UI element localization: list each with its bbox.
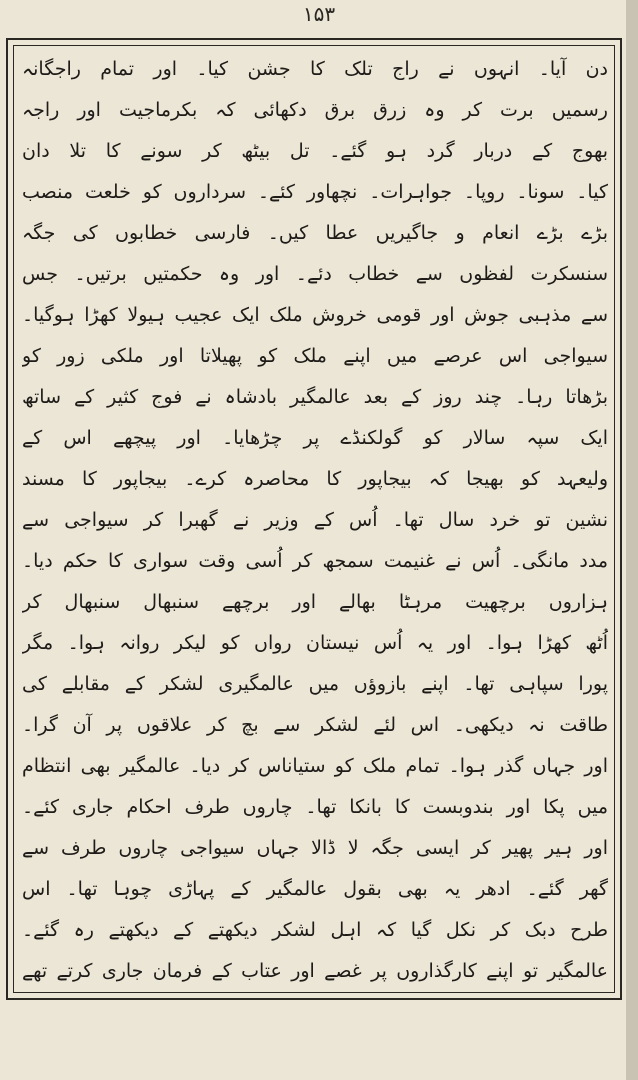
text-line: ایک سپہ سالار کو گولکنڈے پر چڑھایا۔ اور پیچھے اس کے bbox=[22, 427, 608, 449]
text-line: کیا۔ سونا۔ روپا۔ جواہرات۔ نچھاور کئے۔ سرداروں کو خلعت منصب bbox=[22, 181, 608, 203]
page-number: ۱۵۳ bbox=[302, 2, 336, 26]
text-line: مدد مانگی۔ اُس نے غنیمت سمجھ کر اُسی وقت سواری کا حکم دیا۔ bbox=[22, 550, 608, 572]
text-line: طرح دبک کر نکل گیا کہ اہل لشکر دیکھتے کے دیکھتے رہ گئے۔ bbox=[22, 919, 608, 941]
text-line: دن آیا۔ انہوں نے راج تلک کا جشن کیا۔ اور تمام راجگانہ bbox=[22, 58, 608, 80]
text-line: پورا سپاہی تھا۔ اپنے بازوؤں میں عالمگیری لشکر کے مقابلے کی bbox=[22, 673, 608, 695]
text-line: اور جہاں گذر ہوا۔ تمام ملک کو ستیاناس کر دیا۔ عالمگیر بھی انتظام bbox=[22, 755, 608, 777]
text-line: اُٹھ کھڑا ہوا۔ اور یہ اُس نیستان رواں کو لیکر روانہ ہوا۔ مگر bbox=[22, 632, 608, 654]
text-line: بھوج کے دربار گرد ہو گئے۔ تل بیٹھ کر سونے کا تلا دان bbox=[22, 140, 608, 162]
text-line: ہزاروں برچھیت مرہٹا بھالے اور برچھے سنبھال سنبھال کر bbox=[22, 591, 608, 613]
text-line: گھر گئے۔ ادھر یہ بھی بقول عالمگیر کے پہاڑی چوہا تھا۔ اس bbox=[22, 878, 608, 900]
page-edge-shadow bbox=[626, 0, 638, 1080]
text-line: رسمیں برت کر وہ زرق برق دکھائی کہ بکرماجیت اور راجہ bbox=[22, 99, 608, 121]
text-line: نشین تو خرد سال تھا۔ اُس کے وزیر نے گھبرا کر سیواجی سے bbox=[22, 509, 608, 531]
text-line: سے مذہبی جوش اور قومی خروش ملک ایک عجیب ہیولا کھڑا ہوگیا۔ bbox=[22, 304, 608, 326]
text-line: اور ہیر پھیر کر ایسی جگہ لا ڈالا جہاں سیواجی چاروں طرف سے bbox=[22, 837, 608, 859]
text-line: ولیعہد کو بھیجا کہ بیجاپور کا محاصرہ کرے۔ بیجاپور کا مسند bbox=[22, 468, 608, 490]
urdu-body-text bbox=[22, 52, 608, 988]
text-line: بڑے بڑے انعام و جاگیریں عطا کیں۔ فارسی خطابوں کی جگہ bbox=[22, 222, 608, 244]
text-line: عالمگیر تو اپنے کارگذاروں پر غصے اور عتاب کے فرمان جاری کرتے تھے bbox=[22, 960, 608, 982]
text-line: سنسکرت لفظوں سے خطاب دئے۔ اور وہ حکمتیں برتیں۔ جس bbox=[22, 263, 608, 285]
text-line: سیواجی اس عرصے میں اپنے ملک کو پھیلاتا اور ملکی زور کو bbox=[22, 345, 608, 367]
text-line: بڑھاتا رہا۔ چند روز کے بعد عالمگیر بادشاہ نے فوج کثیر کے ساتھ bbox=[22, 386, 608, 408]
text-line: میں پکا اور بندوبست کا بانکا تھا۔ چاروں طرف احکام جاری کئے۔ bbox=[22, 796, 608, 818]
text-line: طاقت نہ دیکھی۔ اس لئے لشکر سے بچ کر علاقوں پر آن گرا۔ bbox=[22, 714, 608, 736]
